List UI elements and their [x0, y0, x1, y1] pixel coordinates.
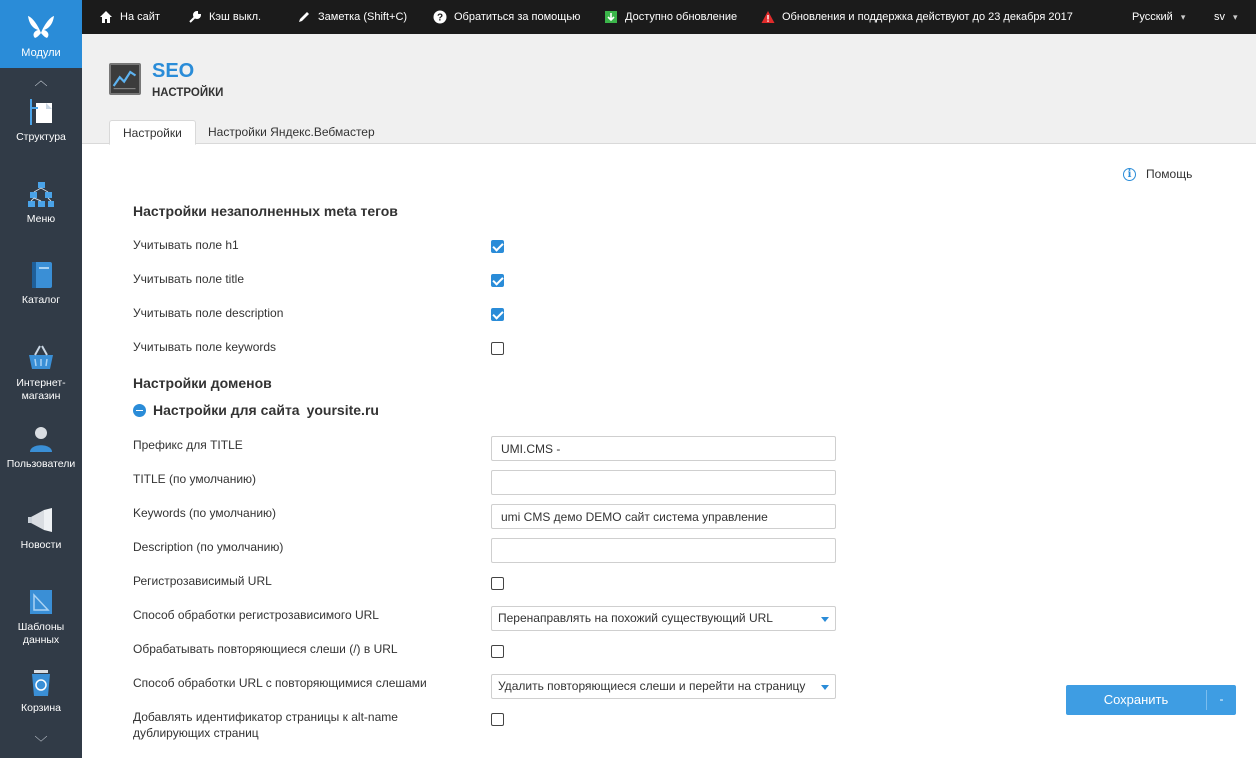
- cache-toggle[interactable]: [188, 0, 261, 34]
- structure-icon: [26, 97, 56, 127]
- title-default-label: TITLE (по умолчанию): [133, 472, 257, 486]
- site-settings-title: [133, 402, 379, 418]
- sidebar-item-structure[interactable]: [0, 97, 82, 144]
- case-sensitive-checkbox[interactable]: [491, 577, 504, 590]
- keywords-default-input[interactable]: [491, 504, 836, 529]
- page-subtitle: НАСТРОЙКИ: [152, 87, 224, 99]
- dropdown-arrow-icon: [821, 685, 829, 690]
- case-mode-value: Перенаправлять на похожий существующий URL: [498, 611, 773, 625]
- chevron-down-icon[interactable]: ﹀: [34, 735, 48, 750]
- alt-name-label-line1: Добавлять идентификатор страницы к alt-name: [133, 710, 398, 724]
- collapse-icon[interactable]: [133, 404, 146, 417]
- sidebar-item-label: Корзина: [21, 702, 61, 714]
- users-icon: [26, 424, 56, 454]
- keywords-checkbox[interactable]: [491, 342, 504, 355]
- sidebar: [0, 0, 82, 758]
- to-site-link[interactable]: [99, 0, 160, 34]
- help-label: Помощь: [1146, 167, 1193, 181]
- sidebar-item-data-templates[interactable]: [0, 587, 82, 647]
- caret-down-icon: ▾: [1233, 11, 1238, 22]
- sidebar-item-label: Меню: [26, 213, 56, 225]
- title-default-input[interactable]: [491, 470, 836, 495]
- language-label: Русский: [1132, 11, 1173, 23]
- domains-section-title: Настройки доменов: [133, 375, 272, 391]
- save-button[interactable]: Сохранить: [1103, 692, 1169, 707]
- wrench-icon: [188, 10, 202, 24]
- title-prefix-input[interactable]: [491, 436, 836, 461]
- case-mode-select[interactable]: [491, 606, 836, 631]
- description-label: Учитывать поле description: [133, 306, 284, 320]
- sidebar-item-trash[interactable]: [0, 668, 82, 715]
- language-select[interactable]: [1132, 0, 1185, 34]
- trash-icon: [26, 668, 56, 698]
- top-bar: [82, 0, 1256, 34]
- h1-checkbox[interactable]: [491, 240, 504, 253]
- alt-name-checkbox[interactable]: [491, 713, 504, 726]
- sidebar-item-label: Структура: [16, 131, 66, 143]
- chevron-up-icon[interactable]: ︿: [34, 73, 48, 88]
- meta-section-title: Настройки незаполненных meta тегов: [133, 203, 398, 219]
- alt-name-label-line2: дублирующих страниц: [133, 726, 259, 740]
- download-icon: [604, 10, 618, 24]
- support-link[interactable]: [433, 0, 580, 34]
- sidebar-item-label: Пользователи: [6, 458, 76, 470]
- site-settings-prefix: Настройки для сайта: [153, 402, 300, 418]
- svg-text:?: ?: [436, 12, 444, 24]
- slashes-checkbox[interactable]: [491, 645, 504, 658]
- shop-icon: [26, 343, 56, 373]
- description-checkbox[interactable]: [491, 308, 504, 321]
- dropdown-arrow-icon: [821, 617, 829, 622]
- update-link[interactable]: [604, 0, 737, 34]
- description-default-input[interactable]: [491, 538, 836, 563]
- support-label: Обратиться за помощью: [454, 11, 581, 23]
- save-button-group: [1066, 685, 1236, 715]
- modules-label: Модули: [21, 47, 61, 59]
- page-title: SEO: [152, 60, 195, 82]
- slashes-label: Обрабатывать повторяющиеся слеши (/) в URL: [133, 642, 398, 656]
- menu-icon: [26, 179, 56, 209]
- sidebar-item-label: Шаблоны данных: [17, 621, 65, 646]
- warning-icon: [761, 10, 775, 24]
- catalog-icon: [26, 260, 56, 290]
- page-header: [82, 34, 1256, 144]
- title-label: Учитывать поле title: [133, 272, 245, 286]
- slashes-mode-select[interactable]: [491, 674, 836, 699]
- user-menu[interactable]: [1214, 0, 1238, 34]
- update-label: Доступно обновление: [625, 11, 738, 23]
- note-button[interactable]: [297, 0, 407, 34]
- tab-settings[interactable]: Настройки: [109, 120, 196, 145]
- modules-button[interactable]: [0, 0, 82, 68]
- to-site-label: На сайт: [120, 11, 160, 23]
- home-icon: [99, 10, 113, 24]
- sidebar-item-users[interactable]: [0, 424, 82, 471]
- sidebar-item-shop[interactable]: [0, 343, 82, 403]
- site-name: yoursite.ru: [306, 402, 379, 418]
- chart-icon: [109, 63, 141, 95]
- data-templates-icon: [26, 587, 56, 617]
- sidebar-item-label: Каталог: [21, 294, 61, 306]
- note-label: Заметка (Shift+C): [318, 11, 408, 23]
- case-mode-label: Способ обработки регистрозависимого URL: [133, 608, 379, 622]
- keywords-default-label: Keywords (по умолчанию): [133, 506, 277, 520]
- keywords-label: Учитывать поле keywords: [133, 340, 277, 354]
- sidebar-item-news[interactable]: [0, 505, 82, 552]
- info-icon: i: [1123, 168, 1136, 181]
- slashes-mode-label: Способ обработки URL с повторяющимися слешами: [133, 676, 427, 690]
- support-notice-label: Обновления и поддержка действуют до 23 декабря 2017: [782, 11, 1073, 23]
- news-icon: [26, 505, 56, 535]
- h1-label: Учитывать поле h1: [133, 238, 239, 252]
- title-prefix-label: Префикс для TITLE: [133, 438, 243, 452]
- title-checkbox[interactable]: [491, 274, 504, 287]
- description-default-label: Description (по умолчанию): [133, 540, 284, 554]
- alt-name-label: [133, 709, 398, 741]
- support-notice[interactable]: [761, 0, 1073, 34]
- sidebar-item-menu[interactable]: [0, 179, 82, 226]
- cache-label: Кэш выкл.: [209, 11, 262, 23]
- question-icon: [433, 10, 447, 24]
- save-dropdown-button[interactable]: -: [1219, 692, 1224, 706]
- tab-yandex-webmaster[interactable]: Настройки Яндекс.Вебмастер: [208, 125, 375, 139]
- caret-down-icon: ▾: [1180, 11, 1186, 22]
- pencil-icon: [297, 10, 311, 24]
- help-link[interactable]: [1123, 167, 1192, 181]
- butterfly-icon: [26, 11, 56, 41]
- slashes-mode-value: Удалить повторяющиеся слеши и перейти на страницу: [498, 679, 806, 693]
- sidebar-item-catalog[interactable]: [0, 260, 82, 307]
- sidebar-item-label: Новости: [20, 539, 62, 551]
- user-label: sv: [1214, 11, 1225, 23]
- sidebar-item-label: Интернет-магазин: [16, 377, 66, 402]
- case-sensitive-label: Регистрозависимый URL: [133, 574, 272, 588]
